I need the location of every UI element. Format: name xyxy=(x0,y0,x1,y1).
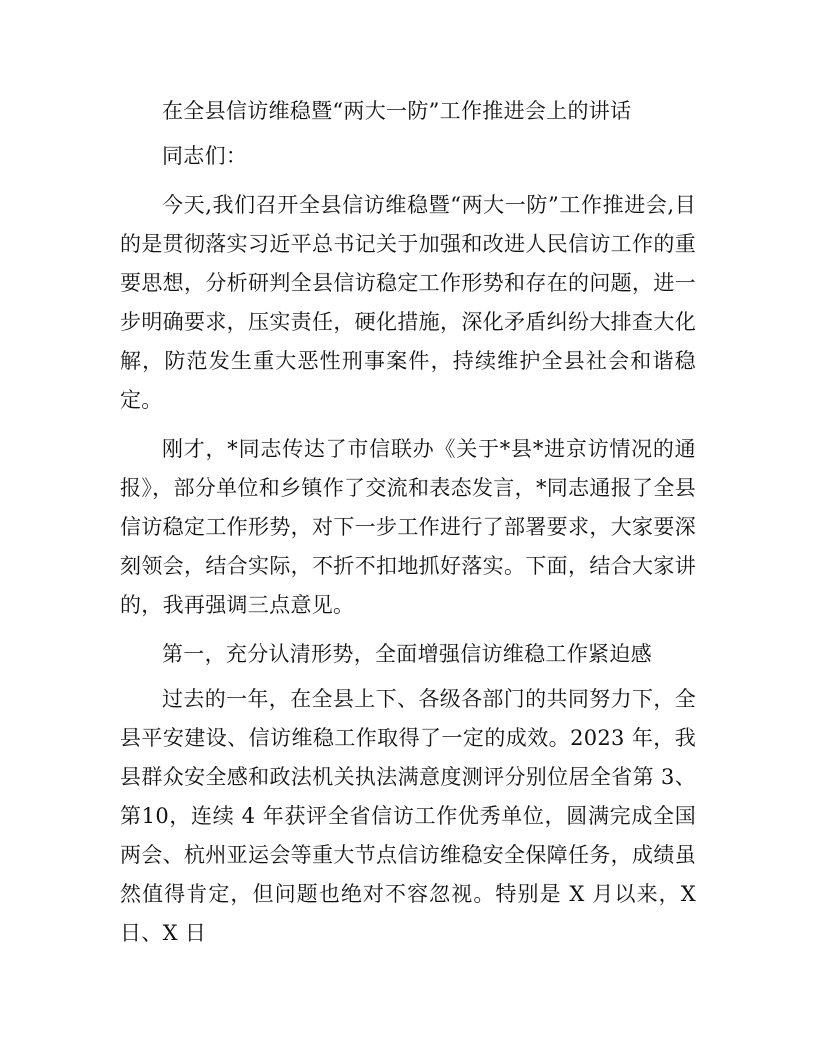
section-heading: 第一，充分认清形势，全面增强信访维稳工作紧迫感 xyxy=(162,642,652,666)
document-body xyxy=(120,92,696,963)
greeting: 同志们： xyxy=(162,144,248,168)
paragraph-summary: 刚才，*同志传达了市信联办《关于*县*进京访情况的通报》，部分单位和乡镇作了交流和表态发言，*同志通报了全县信访稳定工作形势，对下一步工作进行了部署要求，大家要深刻领会，结合实际，不折不扣地抓好落实。下面，结合大家讲的，我再强调三点意见。 xyxy=(120,437,696,617)
speech-title: 在全县信访维稳暨“两大一防”工作推进会上的讲话 xyxy=(162,99,632,123)
paragraph-situation: 过去的一年，在全县上下、各级各部门的共同努力下，全县平安建设、信访维稳工作取得了一定的成效。2023 年，我县群众安全感和政法机关执法满意度测评分别位居全省第 3、第10，连续 4 年获评全省信访工作优秀单位，圆满完成全国两会、杭州亚运会等重大节点信访维稳安全保障任务，成绩虽然值得肯定，但问题也绝对不容忽视。特别是 X 月以来，X 日、X 日 xyxy=(120,687,696,945)
paragraph-opening: 今天,我们召开全县信访维稳暨“两大一防”工作推进会,目的是贯彻落实习近平总书记关于加强和改进人民信访工作的重要思想，分析研判全县信访稳定工作形势和存在的问题，进一步明确要求，压实责任，硬化措施，深化矛盾纠纷大排查大化解，防范发生重大恶性刑事案件，持续维护全县社会和谐稳定。 xyxy=(120,193,696,412)
